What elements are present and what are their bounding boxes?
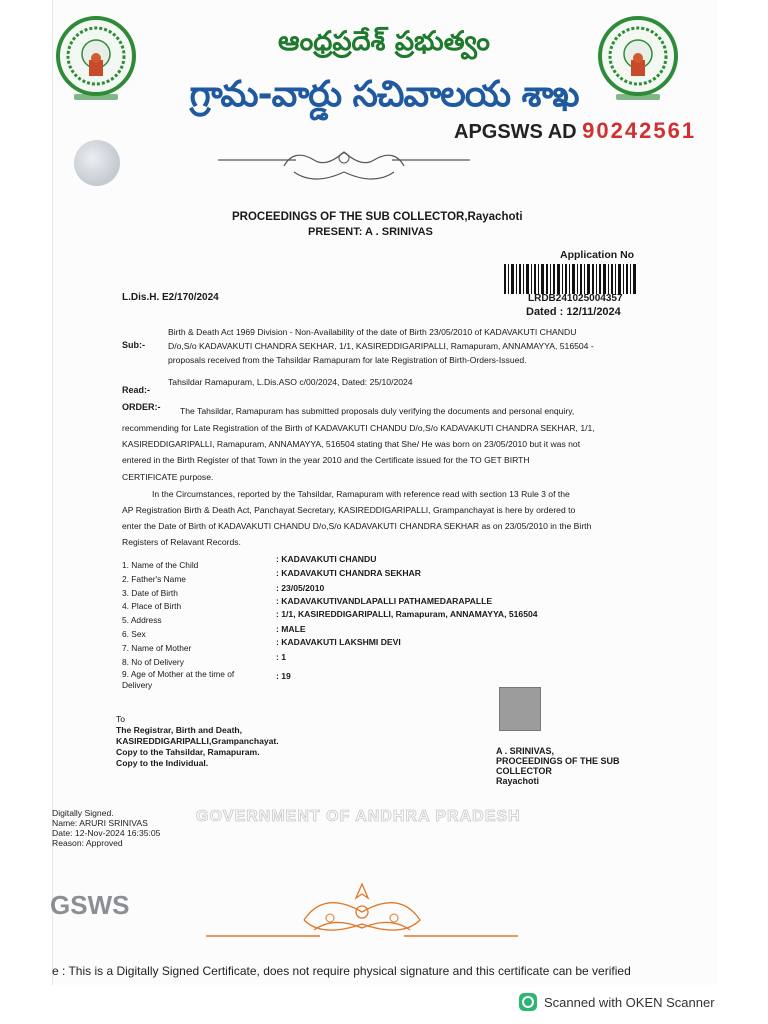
field-value-mother-age: : 19 [276,671,291,681]
digital-certificate-note: e : This is a Digitally Signed Certificate, does not require physical signature and this certificate can be verified [52,964,631,978]
order-p1-line3: KASIREDDIGARIPALLI, Ramapuram, ANNAMAYYA, 516504 stating that She/ He was born on 23/05/2010 but it was not [122,439,581,449]
field-value-delivery-no: : 1 [276,652,287,662]
signatory-place: Rayachoti [496,776,540,786]
read-label: Read:- [122,385,151,395]
digital-signature-info [52,808,160,848]
signatory-title-cont: COLLECTOR [496,766,552,776]
govt-title: ఆంధ్రప్రదేశ్ ప్రభుత్వం [278,26,490,57]
field-label-father-name: 2. Father's Name [122,574,186,584]
present-officer: PRESENT: A . SRINIVAS [308,226,433,238]
field-label-sex: 6. Sex [122,629,146,639]
sub-line-2: D/o,S/o KADAVAKUTI CHANDRA SEKHAR, 1/1, KASIREDDIGARIPALLI, Ramapuram, ANNAMAYYA, 516504 - [168,341,594,351]
reference-number: L.Dis.H. E2/170/2024 [122,292,219,303]
read-text: Tahsildar Ramapuram, L.Dis.ASO c/00/2024, Dated: 25/10/2024 [168,377,413,387]
field-label-delivery-no: 8. No of Delivery [122,657,184,667]
oken-scanner-icon [518,992,538,1012]
sub-line-3: proposals received from the Tahsildar Ramapuram for late Registration of Birth-Orders-Issued. [168,355,527,365]
field-label-place-of-birth: 4. Place of Birth [122,601,182,611]
dsig-line-4: Reason: Approved [52,838,123,848]
order-p1-line5: CERTIFICATE purpose. [122,472,214,482]
field-label-dob: 3. Date of Birth [122,588,178,598]
bottom-ornament [204,878,520,948]
copy-tahsildar: Copy to the Tahsildar, Ramapuram. [116,747,260,757]
order-p2-line4: Registers of Relavant Records. [122,537,241,547]
signatory-name: A . SRINIVAS, [496,746,555,756]
department-title: గ్రామ-వార్డు సచివాలయ శాఖ [189,74,579,115]
scanner-watermark [518,992,715,1012]
application-date: Dated : 12/11/2024 [526,306,621,318]
dsig-line-2: Name: ARURI SRINIVAS [52,818,148,828]
field-label-mother-name: 7. Name of Mother [122,643,192,653]
field-value-address: : 1/1, KASIREDDIGARIPALLI, Ramapuram, ANNAMAYYA, 516504 [276,609,538,619]
application-code: LRDB241025004357 [528,293,623,304]
field-label-mother-age-cont: Delivery [122,680,153,690]
field-value-mother-name: : KADAVAKUTI LAKSHMI DEVI [276,637,401,647]
field-value-sex: : MALE [276,624,306,634]
field-value-father-name: : KADAVAKUTI CHANDRA SEKHAR [276,568,421,578]
serial-prefix: APGSWS AD [454,121,577,143]
application-barcode [504,264,638,294]
sub-label: Sub:- [122,340,145,350]
order-p1-line2: recommending for Late Registration of the Birth of KADAVAKUTI CHANDU D/o,S/o KADAVAKUTI CHANDRA SEKHAR, 1/1, [122,423,595,433]
order-p1-line4: entered in the Birth Register of that Town in the year 2010 and the Certificate issued for the TO GET BIRTH [122,455,530,465]
copy-individual: Copy to the Individual. [116,758,209,768]
serial-number [454,118,696,144]
gsws-logo-text: GSWS [50,890,130,920]
to-label: To [116,714,126,724]
serial-value: 90242561 [582,118,697,143]
order-p2-line3: enter the Date of Birth of KADAVAKUTI CHANDU D/o,S/o KADAVAKUTI CHANDRA SEKHAR as on 23/05/2010 in the Birth [122,521,592,531]
field-value-dob: : 23/05/2010 [276,583,325,593]
order-label: ORDER:- [122,402,161,412]
top-ornament [214,144,474,190]
hologram-seal [74,140,120,186]
application-no-label: Application No [560,249,635,261]
field-value-child-name: : KADAVAKUTI CHANDU [276,554,377,564]
signatory-block [496,746,620,786]
signature-thumbnail [499,687,541,731]
dsig-line-3: Date: 12-Nov-2024 16:35:05 [52,828,161,838]
recipients-block [116,714,279,769]
order-p2-line1: In the Circumstances, reported by the Tahsildar, Ramapuram with reference read with section 13 Rule 3 of the [152,489,570,499]
to-grampanchayat: KASIREDDIGARIPALLI,Grampanchayat. [116,736,279,746]
field-value-place-of-birth: : KADAVAKUTIVANDLAPALLI PATHAMEDARAPALLE [276,596,493,606]
signatory-title: PROCEEDINGS OF THE SUB [496,756,620,766]
scanner-label: Scanned with OKEN Scanner [544,994,715,1010]
to-registrar: The Registrar, Birth and Death, [116,725,243,735]
dsig-line-1: Digitally Signed. [52,808,114,818]
sub-line-1: Birth & Death Act 1969 Division - Non-Availability of the date of Birth 23/05/2010 of KADAVAKUTI CHANDU [168,327,577,337]
govt-watermark: GOVERNMENT OF ANDHRA PRADESH [196,808,521,825]
field-label-child-name: 1. Name of the Child [122,560,199,570]
order-p2-line2: AP Registration Birth & Death Act, Panchayat Secretary, KASIREDDIGARIPALLI, Grampanchayat is here by ordered to [122,505,576,515]
proceedings-heading: PROCEEDINGS OF THE SUB COLLECTOR,Rayachoti [232,211,523,223]
order-p1-line1: The Tahsildar, Ramapuram has submitted proposals duly verifying the documents and personal enquiry, [180,406,575,416]
field-label-mother-age: 9. Age of Mother at the time of [122,669,235,679]
field-label-address: 5. Address [122,615,162,625]
